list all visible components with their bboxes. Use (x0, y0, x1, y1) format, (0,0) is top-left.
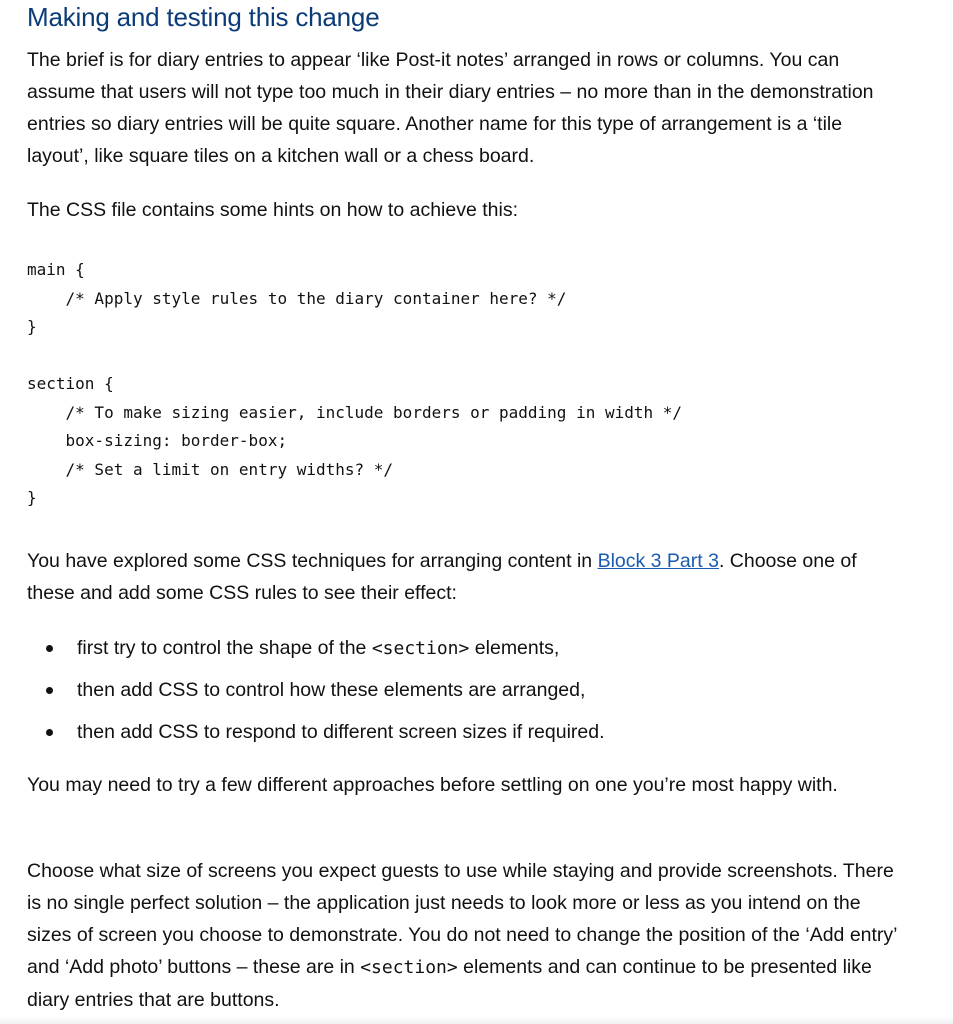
screens-text-after: elements and can continue to be presented like diary entries that are buttons. (27, 956, 872, 1011)
section-heading: Making and testing this change (27, 2, 380, 32)
bullet-icon (46, 687, 53, 694)
step-text-after: elements, (469, 637, 560, 659)
screens-text-before: Choose what size of screens you expect guests to use while staying and provide screenshots. There is no single perfect solution – the application just needs to look more or less as you intend on the sizes of screen you choose to demonstrate. You do not need to change the position of the ‘Add entry’ and ‘Add photo’ buttons – these are in (27, 860, 897, 978)
list-item (27, 627, 927, 669)
approaches-paragraph: You may need to try a few different approaches before settling on one you’re most happy with. (27, 774, 838, 796)
inline-code: <section> (371, 638, 470, 659)
page-bottom-edge (0, 1016, 953, 1024)
bullet-icon (46, 729, 53, 736)
step-text: then add CSS to control how these elements are arranged, (77, 679, 586, 701)
code-block-section: section { /* To make sizing easier, include borders or padding in width */ box-sizing: border-box; /* Set a limit on entry widths? */ } (27, 374, 683, 508)
techniques-paragraph (27, 545, 907, 609)
techniques-text-after: . Choose one of these and add some CSS rules to see their effect: (27, 550, 857, 604)
intro-paragraph: The brief is for diary entries to appear ‘like Post-it notes’ arranged in rows or columns. You can assume that users will not type too much in their diary entries – no more than in the demonstration entries so diary entries will be quite square. Another name for this type of arrangement is a ‘tile layout’, like square tiles on a kitchen wall or a chess board. (27, 49, 874, 167)
bullet-icon (46, 645, 53, 652)
screens-paragraph (27, 855, 907, 1016)
list-item (27, 711, 927, 753)
step-text: then add CSS to respond to different screen sizes if required. (77, 721, 605, 743)
step-text: first try to control the shape of the (77, 637, 372, 659)
techniques-text-before: You have explored some CSS techniques for arranging content in (27, 550, 598, 572)
list-item (27, 669, 927, 711)
code-block-main: main { /* Apply style rules to the diary container here? */ } (27, 260, 567, 337)
css-hints-paragraph: The CSS file contains some hints on how to achieve this: (27, 199, 519, 221)
block-3-part-3-link[interactable]: Block 3 Part 3 (597, 550, 719, 572)
steps-list (27, 627, 927, 753)
inline-code: <section> (360, 957, 458, 978)
